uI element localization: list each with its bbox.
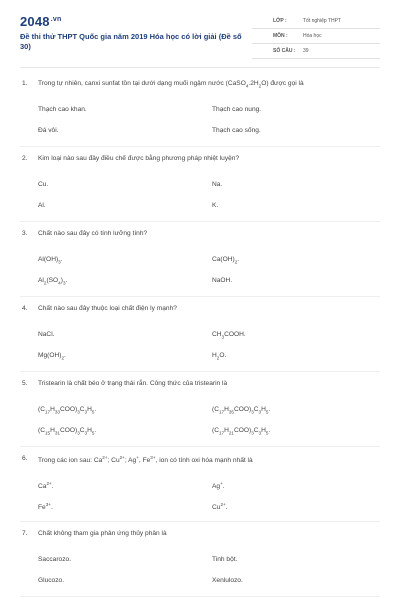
answer-option[interactable]: NaCl. [38, 331, 55, 338]
answer-option[interactable]: Saccarozo. [38, 556, 71, 563]
question-divider [20, 221, 380, 222]
meta-value: Tốt nghiệp THPT [303, 18, 341, 24]
answer-option[interactable]: K. [212, 202, 219, 209]
site-logo[interactable]: $2048^{.vn}$ [20, 14, 62, 29]
answer-option[interactable]: $Fe^{3+}$. [38, 502, 53, 512]
answer-option[interactable]: Tinh bột. [212, 556, 238, 563]
answer-option[interactable]: Thạch cao nung. [212, 106, 262, 113]
meta-key: SỐ CÂU : [273, 48, 296, 54]
answer-option[interactable]: Al. [38, 202, 46, 209]
answer-option[interactable]: Ag+. [212, 481, 225, 491]
answer-option[interactable]: Thạch cao sống. [212, 127, 261, 134]
meta-row-subject [252, 29, 380, 44]
question-text: Chất nào sau đây có tính lưỡng tính? [38, 230, 148, 237]
question-divider [20, 146, 380, 147]
answer-option[interactable]: $(C_{17}H_{33}COO)_3C_3H_5$. [38, 406, 97, 415]
question-divider [20, 446, 380, 447]
answer-option[interactable]: $Ca^{2+}$. [38, 481, 54, 491]
meta-value: 39 [303, 48, 309, 54]
meta-value: Hóa học [303, 33, 322, 39]
question-text: Tristearin là chất béo ở trạng thái rắn. Công thức của tristearin là [38, 380, 228, 387]
answer-option[interactable]: Thạch cao khan. [38, 106, 87, 113]
header-divider [20, 67, 380, 68]
question-text: Kim loại nào sau đây điều chế được bằng phương pháp nhiệt luyện? [38, 155, 240, 162]
answer-option[interactable]: Đá vôi. [38, 127, 59, 134]
exam-title: Đề thi thử THPT Quốc gia năm 2019 Hóa học có lời giải (Đề số 30) [20, 32, 242, 51]
question-number: 7. [22, 530, 28, 537]
page-header [20, 14, 380, 60]
answer-option[interactable]: Glucozo. [38, 577, 65, 584]
answer-option[interactable]: $Al_2(SO_4)_3$. [38, 277, 68, 286]
question-number: 1. [22, 80, 28, 87]
question-divider [20, 371, 380, 372]
question-divider [20, 296, 380, 297]
question-number: 3. [22, 230, 28, 237]
answer-option[interactable]: $Al(OH)_3$. [38, 256, 63, 265]
answer-option[interactable]: $CH_3COOH$. [212, 331, 246, 340]
meta-key: LỚP : [273, 18, 287, 24]
answer-option[interactable]: Cu. [38, 181, 49, 188]
question-text: Chất nào sau đây thuộc loại chất điện ly mạnh? [38, 305, 177, 312]
exam-meta [252, 14, 380, 59]
question-number: 6. [22, 455, 28, 462]
question-number: 2. [22, 155, 28, 162]
answer-option[interactable]: $Ca(OH)_2$. [212, 256, 240, 265]
answer-option[interactable]: $(C_{17}H_{35}COO)_3C_3H_5$. [212, 406, 271, 415]
question-text: Chất không tham gia phản ứng thủy phân là [38, 530, 167, 537]
question-divider [20, 521, 380, 522]
answer-option[interactable]: $(C_{15}H_{31}COO)_3C_3H_5$. [38, 427, 97, 436]
answer-option[interactable]: Na. [212, 181, 223, 188]
question-text: Trong các ion sau: $Ca^{2+}$; $Cu^{2+}$; Ag+, $Fe^{3+}$, ion có tính oxi hóa mạnh nhất là [38, 455, 253, 465]
question-number: 4. [22, 305, 28, 312]
question-divider [20, 596, 380, 597]
answer-option[interactable]: NaOH. [212, 277, 233, 284]
meta-row-class [252, 14, 380, 29]
answer-option[interactable]: $Mg(OH)_2$. [38, 352, 66, 361]
question-number: 5. [22, 380, 28, 387]
answer-option[interactable]: $(C_{17}H_{21}COO)_3C_3H_5$. [212, 427, 271, 436]
question-text: Trong tự nhiên, canxi sunfat tồn tại dưới dạng muối ngậm nước $(CaSO_4.2H_2O)$ được gọi là [38, 80, 304, 89]
meta-row-count [252, 44, 380, 59]
answer-option[interactable]: $H_2O$. [212, 352, 227, 361]
answer-option[interactable]: $Cu^{2+}$. [212, 502, 228, 512]
meta-key: MÔN : [273, 33, 288, 39]
answer-option[interactable]: Xenlulozo. [212, 577, 243, 584]
